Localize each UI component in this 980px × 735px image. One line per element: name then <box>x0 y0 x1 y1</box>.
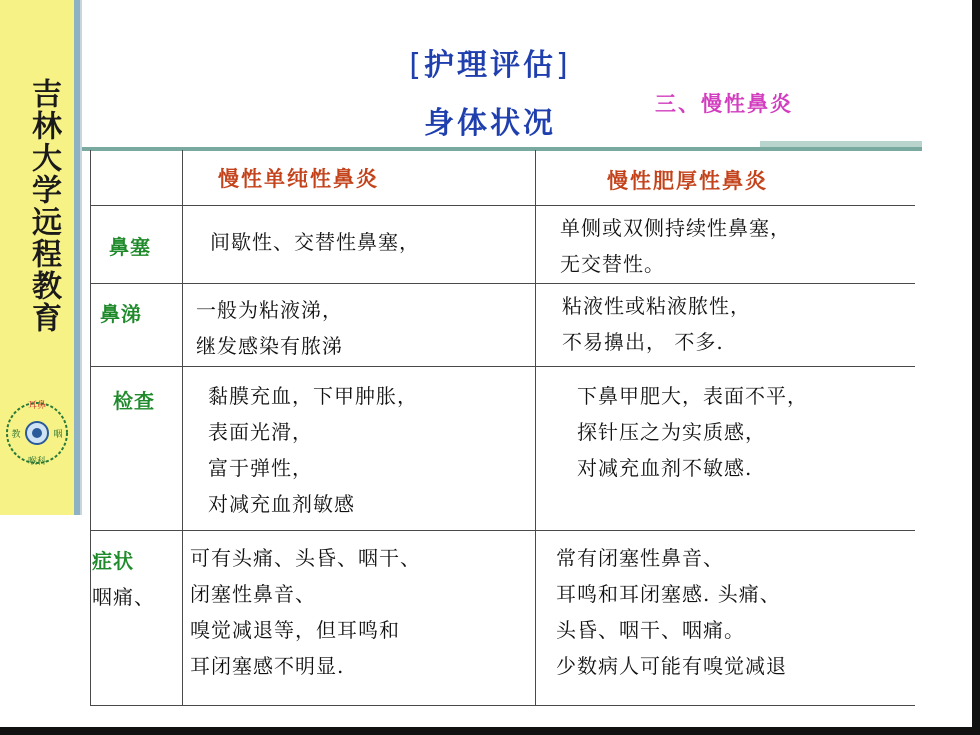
cell-line: 探针压之为实质感， <box>577 420 766 444</box>
header-rule <box>82 147 922 151</box>
university-emblem-icon <box>4 392 70 474</box>
svg-text:教: 教 <box>11 430 21 440</box>
column-header-simple: 慢性单纯性鼻炎 <box>218 166 379 191</box>
cell-line: 常有闭塞性鼻音、 <box>556 546 724 570</box>
row-label-line: 症状 <box>92 549 134 573</box>
page-title <box>380 40 600 84</box>
svg-text:耳鼻: 耳鼻 <box>27 401 47 411</box>
cell-line: 耳闭塞感不明显. <box>190 654 345 678</box>
cell-hypertrophic-examination <box>577 378 808 486</box>
frame-edge-bottom <box>0 727 980 735</box>
cell-line: 单侧或双侧持续性鼻塞， <box>560 216 791 240</box>
cell-line: 粘液性或粘液脓性， <box>562 294 751 318</box>
cell-simple-examination <box>208 378 418 522</box>
cell-line: 富于弹性， <box>208 456 313 480</box>
sidebar <box>0 0 80 515</box>
cell-line: 耳鸣和耳闭塞感. 头痛、 <box>556 582 781 606</box>
cell-line: 不易擤出， 不多. <box>562 330 724 354</box>
cell-line: 继发感染有脓涕 <box>196 334 343 358</box>
table-vline-2 <box>535 150 536 705</box>
table-vline-left <box>90 150 91 705</box>
cell-line: 无交替性。 <box>560 252 665 276</box>
cell-line: 表面光滑， <box>208 420 313 444</box>
cell-line: 一般为粘液涕， <box>196 298 343 322</box>
cell-line: 对减充血剂不敏感. <box>577 456 753 480</box>
bracket-right: ] <box>556 48 571 83</box>
cell-hypertrophic-symptoms <box>556 540 787 684</box>
svg-text:咽: 咽 <box>53 430 63 440</box>
cell-line: 少数病人可能有嗅觉减退 <box>556 654 787 678</box>
table-hline-4 <box>90 530 915 531</box>
table-hline-bottom <box>90 705 915 706</box>
row-label-discharge: 鼻涕 <box>100 302 142 326</box>
page-subtitle: 身体状况 <box>424 106 556 141</box>
sidebar-title: 吉林大学远程教育 <box>26 78 61 334</box>
row-label-examination: 检查 <box>113 389 155 413</box>
cell-line: 可有头痛、头昏、咽干、 <box>190 546 421 570</box>
column-header-hypertrophic: 慢性肥厚性鼻炎 <box>607 168 768 193</box>
table-vline-1 <box>182 150 183 705</box>
cell-line: 黏膜充血，下甲肿胀， <box>208 384 418 408</box>
bracket-left: [ <box>409 48 424 83</box>
row-label-nasal-obstruction: 鼻塞 <box>109 235 151 259</box>
cell-line: 间歇性、交替性鼻塞， <box>210 230 420 254</box>
section-label: 三、慢性鼻炎 <box>655 92 793 116</box>
cell-line: 闭塞性鼻音、 <box>190 582 316 606</box>
row-label-symptoms <box>92 543 155 615</box>
cell-simple-obstruction <box>210 224 420 260</box>
page-title-text: 护理评估 <box>424 48 556 83</box>
cell-simple-discharge <box>196 292 343 364</box>
cell-line: 对减充血剂敏感 <box>208 492 355 516</box>
cell-simple-symptoms <box>190 540 421 684</box>
table-hline-2 <box>90 283 915 284</box>
table-hline-3 <box>90 366 915 367</box>
table-hline-1 <box>90 205 915 206</box>
frame-edge-right <box>972 0 980 735</box>
cell-hypertrophic-discharge <box>562 288 751 360</box>
cell-hypertrophic-obstruction <box>560 210 791 282</box>
row-label-line: 咽痛、 <box>92 585 155 609</box>
svg-text:喉科: 喉科 <box>27 457 47 467</box>
cell-line: 嗅觉减退等，但耳鸣和 <box>190 618 400 642</box>
cell-line: 下鼻甲肥大，表面不平， <box>577 384 808 408</box>
cell-line: 头昏、咽干、咽痛。 <box>556 618 745 642</box>
